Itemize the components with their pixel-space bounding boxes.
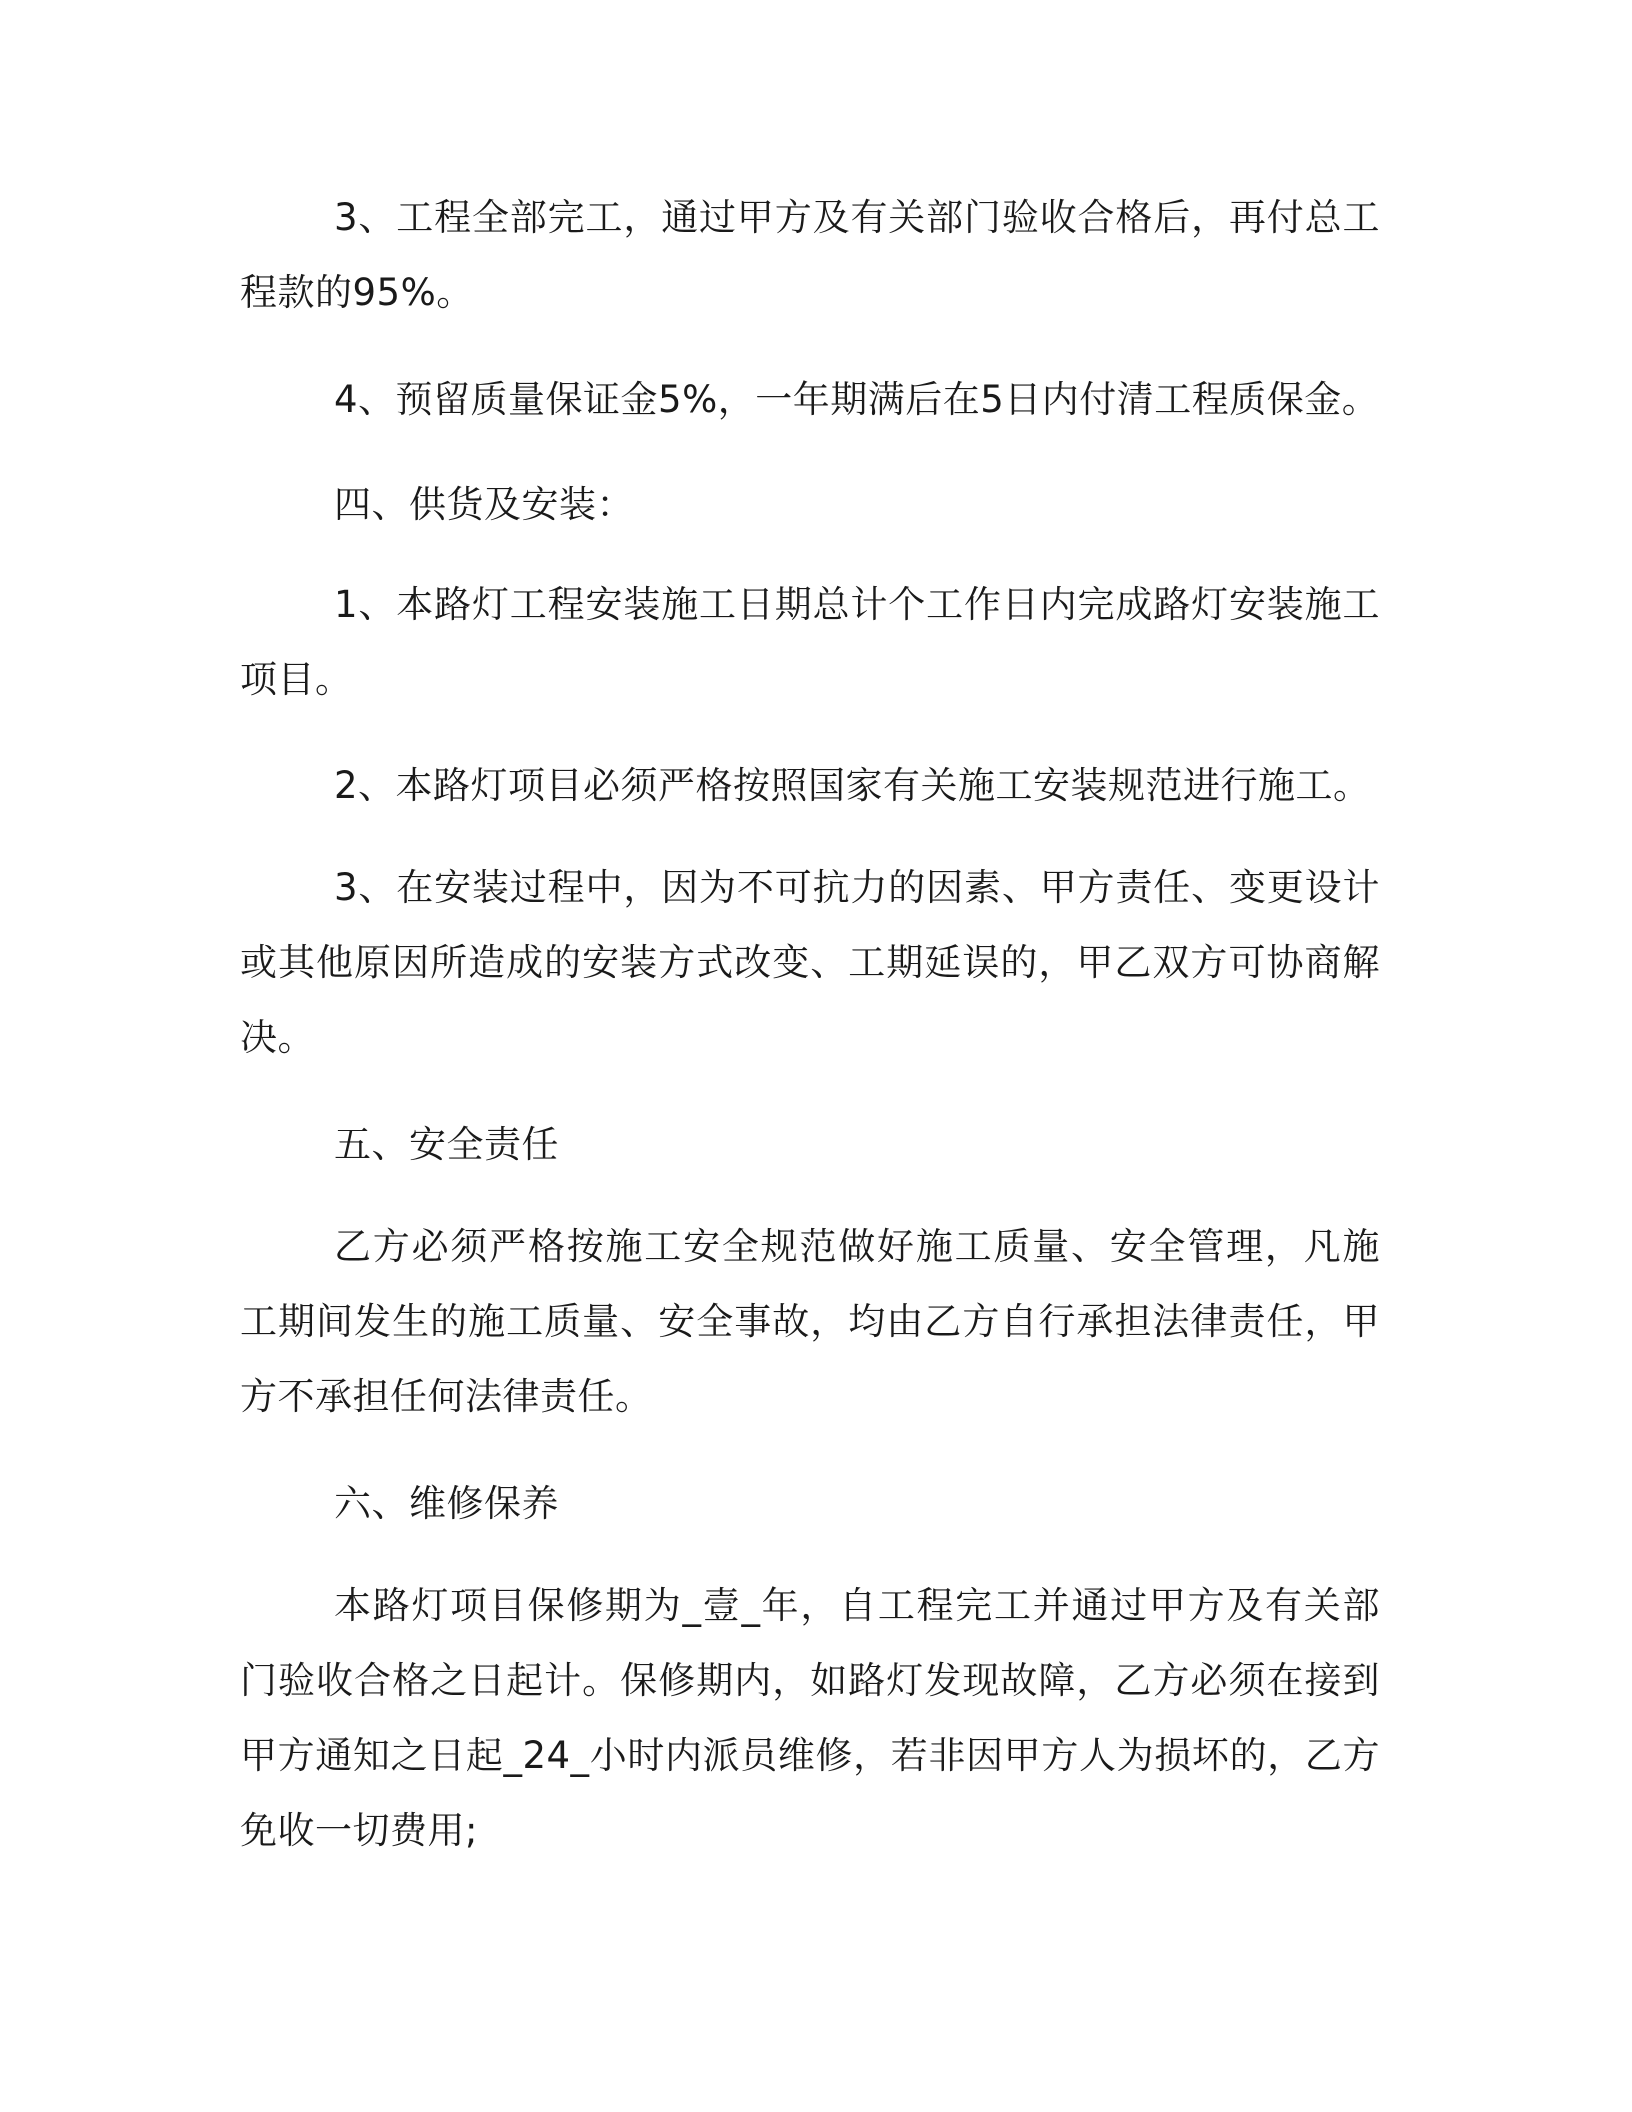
paragraph-safety-liability: 乙方必须严格按施工安全规范做好施工质量、安全管理，凡施工期间发生的施工质量、安全事故，均由乙方自行承担法律责任，甲方不承担任何法律责任。 (240, 1225, 1380, 1418)
paragraph-quality-deposit: 4、预留质量保证金5%，一年期满后在5日内付清工程质保金。 (334, 378, 1380, 421)
heading-maintenance: 六、维修保养 (334, 1482, 559, 1525)
heading-supply-installation: 四、供货及安装： (334, 483, 634, 526)
paragraph-force-majeure: 3、在安装过程中，因为不可抗力的因素、甲方责任、变更设计或其他原因所造成的安装方式改变、工期延误的，甲乙双方可协商解决。 (240, 866, 1380, 1059)
paragraph-payment-final: 3、工程全部完工，通过甲方及有关部门验收合格后，再付总工程款的95%。 (240, 196, 1380, 314)
paragraph-installation-standard: 2、本路灯项目必须严格按照国家有关施工安装规范进行施工。 (334, 764, 1371, 807)
paragraph-installation-period: 1、本路灯工程安装施工日期总计个工作日内完成路灯安装施工项目。 (240, 583, 1380, 701)
heading-safety-responsibility: 五、安全责任 (334, 1123, 559, 1166)
paragraph-warranty-terms: 本路灯项目保修期为_壹_年，自工程完工并通过甲方及有关部门验收合格之日起计。保修期内，如路灯发现故障，乙方必须在接到甲方通知之日起_24_小时内派员维修，若非因甲方人为损坏的，乙方免收一切费用; (240, 1584, 1380, 1852)
